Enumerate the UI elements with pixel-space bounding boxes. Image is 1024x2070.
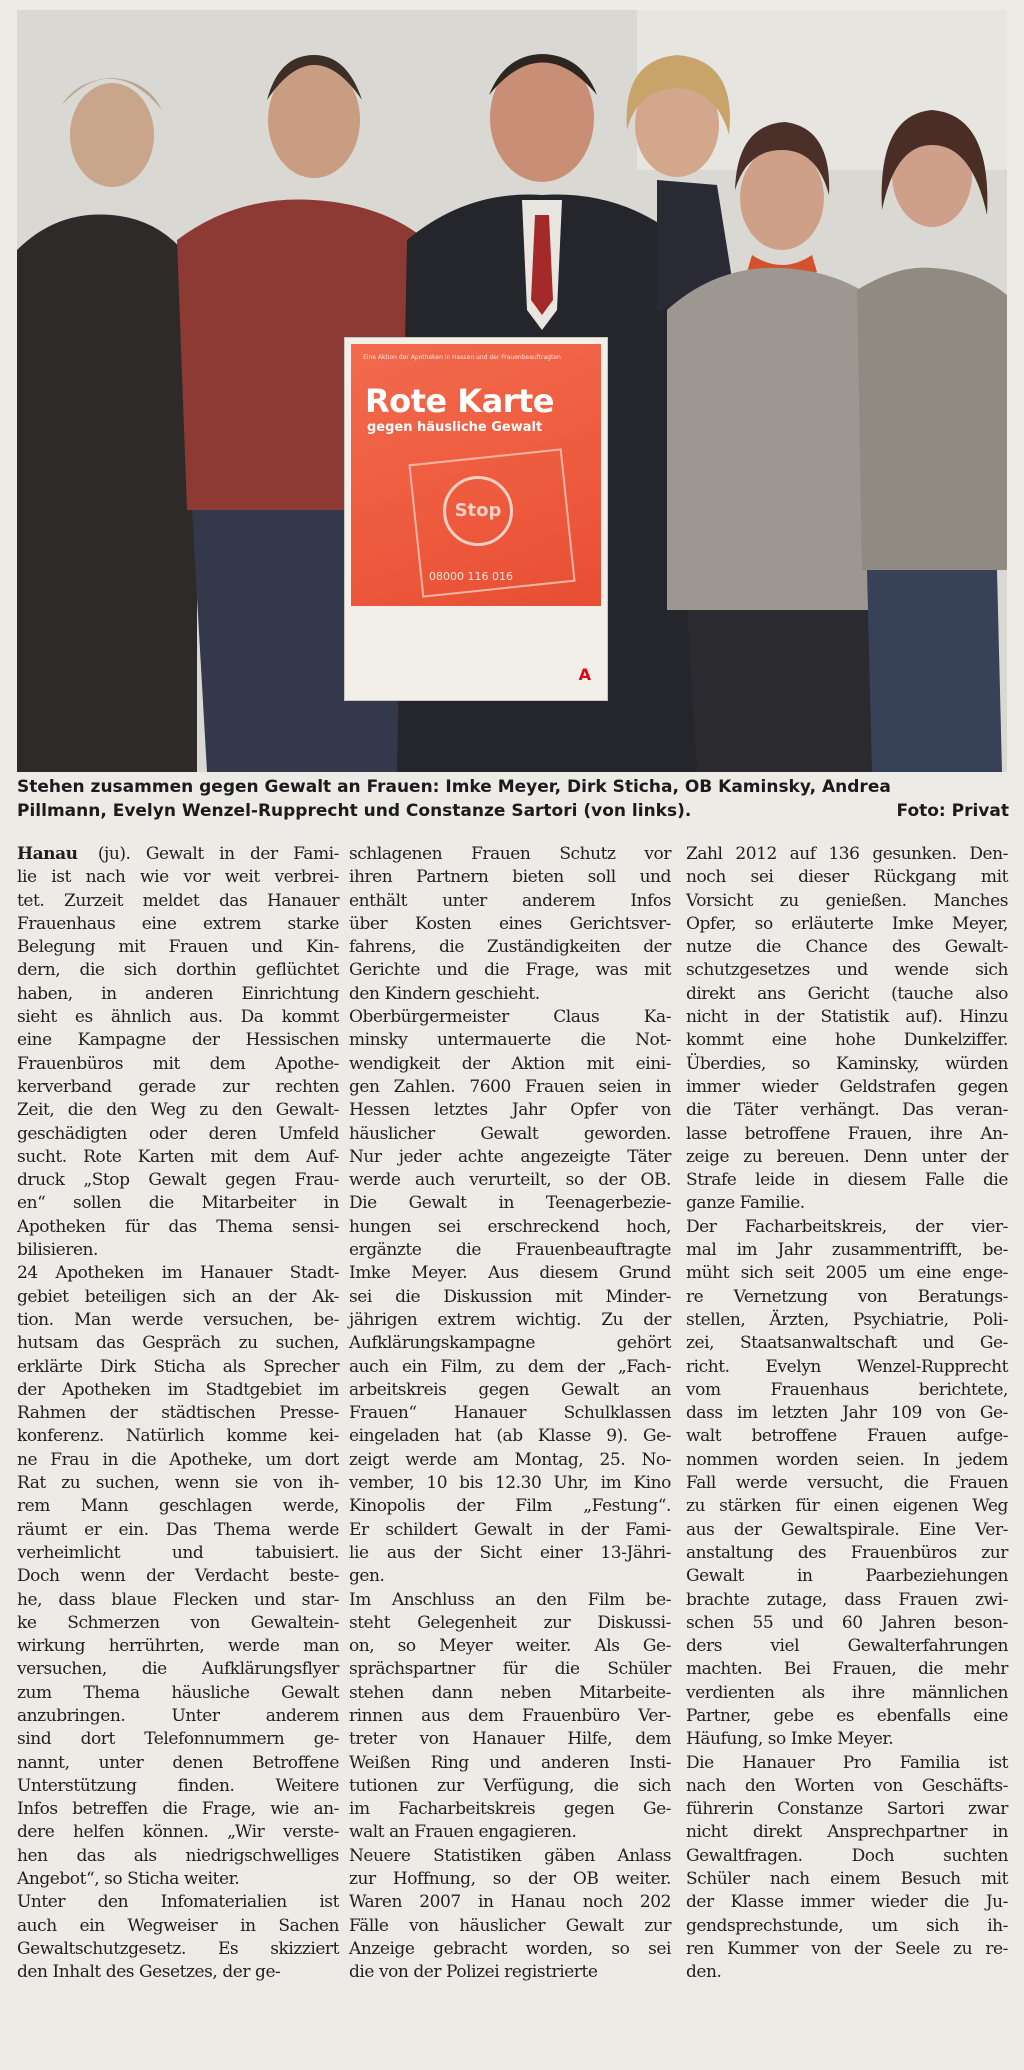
article-line: dern, die sich dorthin geflüchtet [17,960,339,981]
article-line: bilisieren. [17,1240,99,1261]
article-line: hen das als niedrigschwelliges [17,1845,339,1866]
article-line: ders viel Gewalterfahrungen [686,1636,1008,1657]
article-line: ke Schmerzen von Gewaltein- [17,1612,339,1633]
article-line: gebiet beteiligen sich an der Ak- [17,1286,339,1307]
article-line: enthält unter anderem Infos [349,890,671,911]
article-line: den Kindern geschieht. [349,983,540,1004]
article-line: nach den Worten von Geschäfts- [686,1775,1008,1796]
article-line: Häufung, so Imke Meyer. [686,1729,894,1750]
article-line: verheimlicht und tabuisiert. [17,1542,339,1563]
article-line: lie ist nach wie vor weit verbrei- [17,867,339,888]
article-line: zu stärken für einen eigenen Weg [686,1496,1008,1517]
article-line: Belegung mit Frauen und Kin- [17,937,339,958]
apotheke-logo: A [578,665,591,684]
article-line: vom Frauenhaus berichtete, [686,1379,1008,1400]
article-line: zeige zu bereuen. Denn unter der [686,1146,1008,1167]
article-line: sind dort Telefonnummern ge- [17,1729,339,1750]
article-line: Im Anschluss an den Film be- [349,1589,671,1610]
article-line: ihren Partnern bieten soll und [349,867,671,888]
photo-credit: Foto: Privat [896,801,1009,821]
article-line: nommen worden seien. In jedem [686,1449,1008,1470]
article-line: walt an Frauen engagieren. [349,1822,577,1843]
article-line: auch ein Film, zu dem der „Fach- [349,1356,671,1377]
poster-small-text: Eine Aktion der Apotheken in Hessen und der Frauenbeauftragten [363,354,561,361]
article-line: jährigen extrem wichtig. Zu der [349,1309,671,1330]
article-line: gendsprechstunde, um sich ih- [686,1915,1008,1936]
article-line: die Täter verhängt. Das veran- [686,1100,1008,1121]
article-line: versuchen, die Aufklärungsflyer [17,1659,339,1680]
article-line: on, so Meyer weiter. Als Ge- [349,1636,671,1657]
article-line: Unter den Infomaterialien ist [17,1892,339,1913]
article-line: Frauenhaus eine extrem starke [17,913,339,934]
article-line: Überdies, so Kaminsky, würden [686,1053,1008,1074]
article-line: anzubringen. Unter anderem [17,1705,339,1726]
poster-phone: 08000 116 016 [429,570,513,583]
article-line: fahrens, die Zuständigkeiten der [349,937,671,958]
article-line: druck „Stop Gewalt gegen Frau- [17,1170,339,1191]
article-line: Doch wenn der Verdacht beste- [17,1566,339,1587]
article-line: Gewalt in Paarbeziehungen [686,1566,1008,1587]
article-line: lasse betroffene Frauen, ihre An- [686,1123,1008,1144]
article-column-3 [686,843,1008,1985]
article-line: räumt er ein. Das Thema werde [17,1519,339,1540]
article-line: vember, 10 bis 12.30 Uhr, im Kino [349,1473,671,1494]
article-line: im Facharbeitskreis gegen Ge- [349,1799,671,1820]
stop-sign-icon: Stop [443,476,513,546]
article-line: der Klasse immer wieder die Ju- [686,1892,1008,1913]
article-line: gen. [349,1566,385,1587]
article-line: Rat zu suchen, wenn sie von ih- [17,1473,339,1494]
article-line: richt. Evelyn Wenzel-Rupprecht [686,1356,1008,1377]
article-line: dere helfen können. „Wir verste- [17,1822,339,1843]
article-line: geschädigten oder deren Umfeld [17,1123,339,1144]
article-line: stellen, Ärzten, Psychiatrie, Poli- [686,1309,1008,1330]
article-line: den. [686,1962,722,1983]
article-line: Gewaltfragen. Doch suchten [686,1845,1008,1866]
article-line: hutsam das Gespräch zu suchen, [17,1333,339,1354]
article-line: sucht. Rote Karten mit dem Auf- [17,1146,339,1167]
article-line: 24 Apotheken im Hanauer Stadt- [17,1263,339,1284]
article-line: Neuere Statistiken gäben Anlass [349,1845,671,1866]
article-line: schen 55 und 60 Jahren beson- [686,1612,1008,1633]
article-line: en“ sollen die Mitarbeiter in [17,1193,339,1214]
article-line: Infos betreffen die Frage, wie an- [17,1799,339,1820]
article-line: müht sich seit 2005 um eine enge- [686,1263,1008,1284]
article-line: nutze die Chance des Gewalt- [686,937,1008,958]
article-line: ergänzte die Frauenbeauftragte [349,1240,671,1261]
article-line: Frauenbüros mit dem Apothe- [17,1053,339,1074]
article-line: den Inhalt des Gesetzes, der ge- [17,1962,281,1983]
group-photo [17,10,1007,772]
article-line: sprächspartner für die Schüler [349,1659,671,1680]
article-line: Die Gewalt in Teenagerbezie- [349,1193,671,1214]
article-line: anstaltung des Frauenbüros zur [686,1542,1008,1563]
article-line: wirkung herrührten, werde man [17,1636,339,1657]
article-line: Frauen“ Hanauer Schulklassen [349,1403,671,1424]
article-line: Gerichte und die Frage, was mit [349,960,671,981]
article-line: Unterstützung finden. Weitere [17,1775,339,1796]
article-line: eine Kampagne der Hessischen [17,1030,339,1051]
article-line: Der Facharbeitskreis, der vier- [686,1216,1008,1237]
article-line: Kinopolis der Film „Festung“. [349,1496,671,1517]
article-line: dass im letzten Jahr 109 von Ge- [686,1403,1008,1424]
article-line: rem Mann geschlagen werde, [17,1496,339,1517]
article-line: Fälle von häuslicher Gewalt zur [349,1915,671,1936]
poster-subtitle: gegen häusliche Gewalt [367,420,543,435]
article-line: auch ein Wegweiser in Sachen [17,1915,339,1936]
article-line: haben, in anderen Einrichtung [17,983,339,1004]
article-line: zeigt werde am Montag, 25. No- [349,1449,671,1470]
caption-text-2: Pillmann, Evelyn Wenzel-Rupprecht und Constanze Sartori (von links). [17,801,692,821]
article-line: Hessen letztes Jahr Opfer von [349,1100,671,1121]
article-line: aus der Gewaltspirale. Eine Ver- [686,1519,1008,1540]
article-line: brachte zutage, dass Frauen zwi- [686,1589,1008,1610]
article-line: über Kosten eines Gerichtsver- [349,913,671,934]
caption-line-2 [17,799,1009,823]
article-line: Hanau (ju). Gewalt in der Fami- [17,843,339,866]
poster-title: Rote Karte [365,382,554,420]
article-line: Apotheken für das Thema sensi- [17,1216,339,1237]
article-line: he, dass blaue Flecken und star- [17,1589,339,1610]
article-line: immer wieder Geldstrafen gegen [686,1076,1008,1097]
article-line: sieht es ähnlich aus. Da kommt [17,1007,339,1028]
article-line: Angebot“, so Sticha weiter. [17,1869,240,1890]
article-line: Zeit, die den Weg zu den Gewalt- [17,1100,339,1121]
article-line: verdienten als ihre männlichen [686,1682,1008,1703]
article-line: Partner, gebe es ebenfalls eine [686,1705,1008,1726]
article-line: ganze Familie. [686,1193,805,1214]
caption-line-1 [17,775,1009,799]
article-line: stehen dann neben Mitarbeite- [349,1682,671,1703]
article-line: Anzeige gebracht worden, so sei [349,1938,671,1959]
article-line: kommt eine hohe Dunkelziffer. [686,1030,1008,1051]
article-line: werde auch verurteilt, so der OB. [349,1170,671,1191]
article-line: Weißen Ring und anderen Insti- [349,1752,671,1773]
article-line: mal im Jahr zusammentrifft, be- [686,1240,1008,1261]
rote-karte-poster [345,338,607,700]
article-line: machten. Bei Frauen, die mehr [686,1659,1008,1680]
article-line: wendigkeit der Aktion mit eini- [349,1053,671,1074]
article-line: Rahmen der städtischen Presse- [17,1403,339,1424]
article-dateline: Hanau [17,844,78,864]
article-line: nannt, unter denen Betroffene [17,1752,339,1773]
article-line: Zahl 2012 auf 136 gesunken. Den- [686,844,1008,864]
article-line: tion. Man werde versuchen, be- [17,1309,339,1330]
article-line: konferenz. Natürlich komme kei- [17,1426,339,1447]
article-line: tutionen zur Verfügung, die sich [349,1775,671,1796]
photo-caption [17,775,1009,823]
article-line: nicht in der Statistik auf). Hinzu [686,1007,1008,1028]
article-line: arbeitskreis gegen Gewalt an [349,1379,671,1400]
article-line: kerverband gerade zur rechten [17,1076,339,1097]
article-column-2 [349,843,671,1985]
article-line: Strafe leide in diesem Falle die [686,1170,1008,1191]
article-line: Schüler nach einem Besuch mit [686,1869,1008,1890]
article-line: Gewaltschutzgesetz. Es skizziert [17,1938,339,1959]
article-line: erklärte Dirk Sticha als Sprecher [17,1356,339,1377]
article-line: schutzgesetzes und wende sich [686,960,1008,981]
article-line: schlagenen Frauen Schutz vor [349,844,671,864]
poster-red-panel [351,344,601,606]
article-line: direkt ans Gericht (tauche also [686,983,1008,1004]
article-line: re Vernetzung von Beratungs- [686,1286,1008,1307]
article-line: zei, Staatsanwaltschaft und Ge- [686,1333,1008,1354]
article-line: Opfer, so erläuterte Imke Meyer, [686,913,1008,934]
article-line: ren Kummer von der Seele zu re- [686,1938,1008,1959]
article-line: Er schildert Gewalt in der Fami- [349,1519,671,1540]
article-line: hungen sei erschreckend hoch, [349,1216,671,1237]
article-line: steht Gelegenheit zur Diskussi- [349,1612,671,1633]
article-line: eingeladen hat (ab Klasse 9). Ge- [349,1426,671,1447]
article-line: Aufklärungskampagne gehört [349,1333,671,1354]
article-line: walt betroffene Frauen aufge- [686,1426,1008,1447]
article-line: minsky untermauerte die Not- [349,1030,671,1051]
article-line: Oberbürgermeister Claus Ka- [349,1007,671,1028]
article-column-1 [17,843,339,1985]
article-line: lie aus der Sicht einer 13-Jähri- [349,1542,671,1563]
article-line: nicht direkt Ansprechpartner in [686,1822,1008,1843]
article-line: Vorsicht zu genießen. Manches [686,890,1008,911]
article-line: zum Thema häusliche Gewalt [17,1682,339,1703]
article-line: noch sei dieser Rückgang mit [686,867,1008,888]
article-line: rinnen aus dem Frauenbüro Ver- [349,1705,671,1726]
article-line: führerin Constanze Sartori zwar [686,1799,1008,1820]
article-line: zur Hoffnung, so der OB weiter. [349,1869,671,1890]
article-line: häuslicher Gewalt geworden. [349,1123,671,1144]
article-line: Nur jeder achte angezeigte Täter [349,1146,671,1167]
article-line: ne Frau in die Apotheke, um dort [17,1449,339,1470]
article-line: Imke Meyer. Aus diesem Grund [349,1263,671,1284]
article-line: Die Hanauer Pro Familia ist [686,1752,1008,1773]
article-line: die von der Polizei registrierte [349,1962,598,1983]
article-line: Waren 2007 in Hanau noch 202 [349,1892,671,1913]
article-line: der Apotheken im Stadtgebiet im [17,1379,339,1400]
article-line: sei die Diskussion mit Minder- [349,1286,671,1307]
caption-text-1: Stehen zusammen gegen Gewalt an Frauen: Imke Meyer, Dirk Sticha, OB Kaminsky, Andrea [17,777,891,797]
article-line: tet. Zurzeit meldet das Hanauer [17,890,339,911]
article-line: treter von Hanauer Hilfe, dem [349,1729,671,1750]
article-line: Fall werde versucht, die Frauen [686,1473,1008,1494]
article-line: gen Zahlen. 7600 Frauen seien in [349,1076,671,1097]
